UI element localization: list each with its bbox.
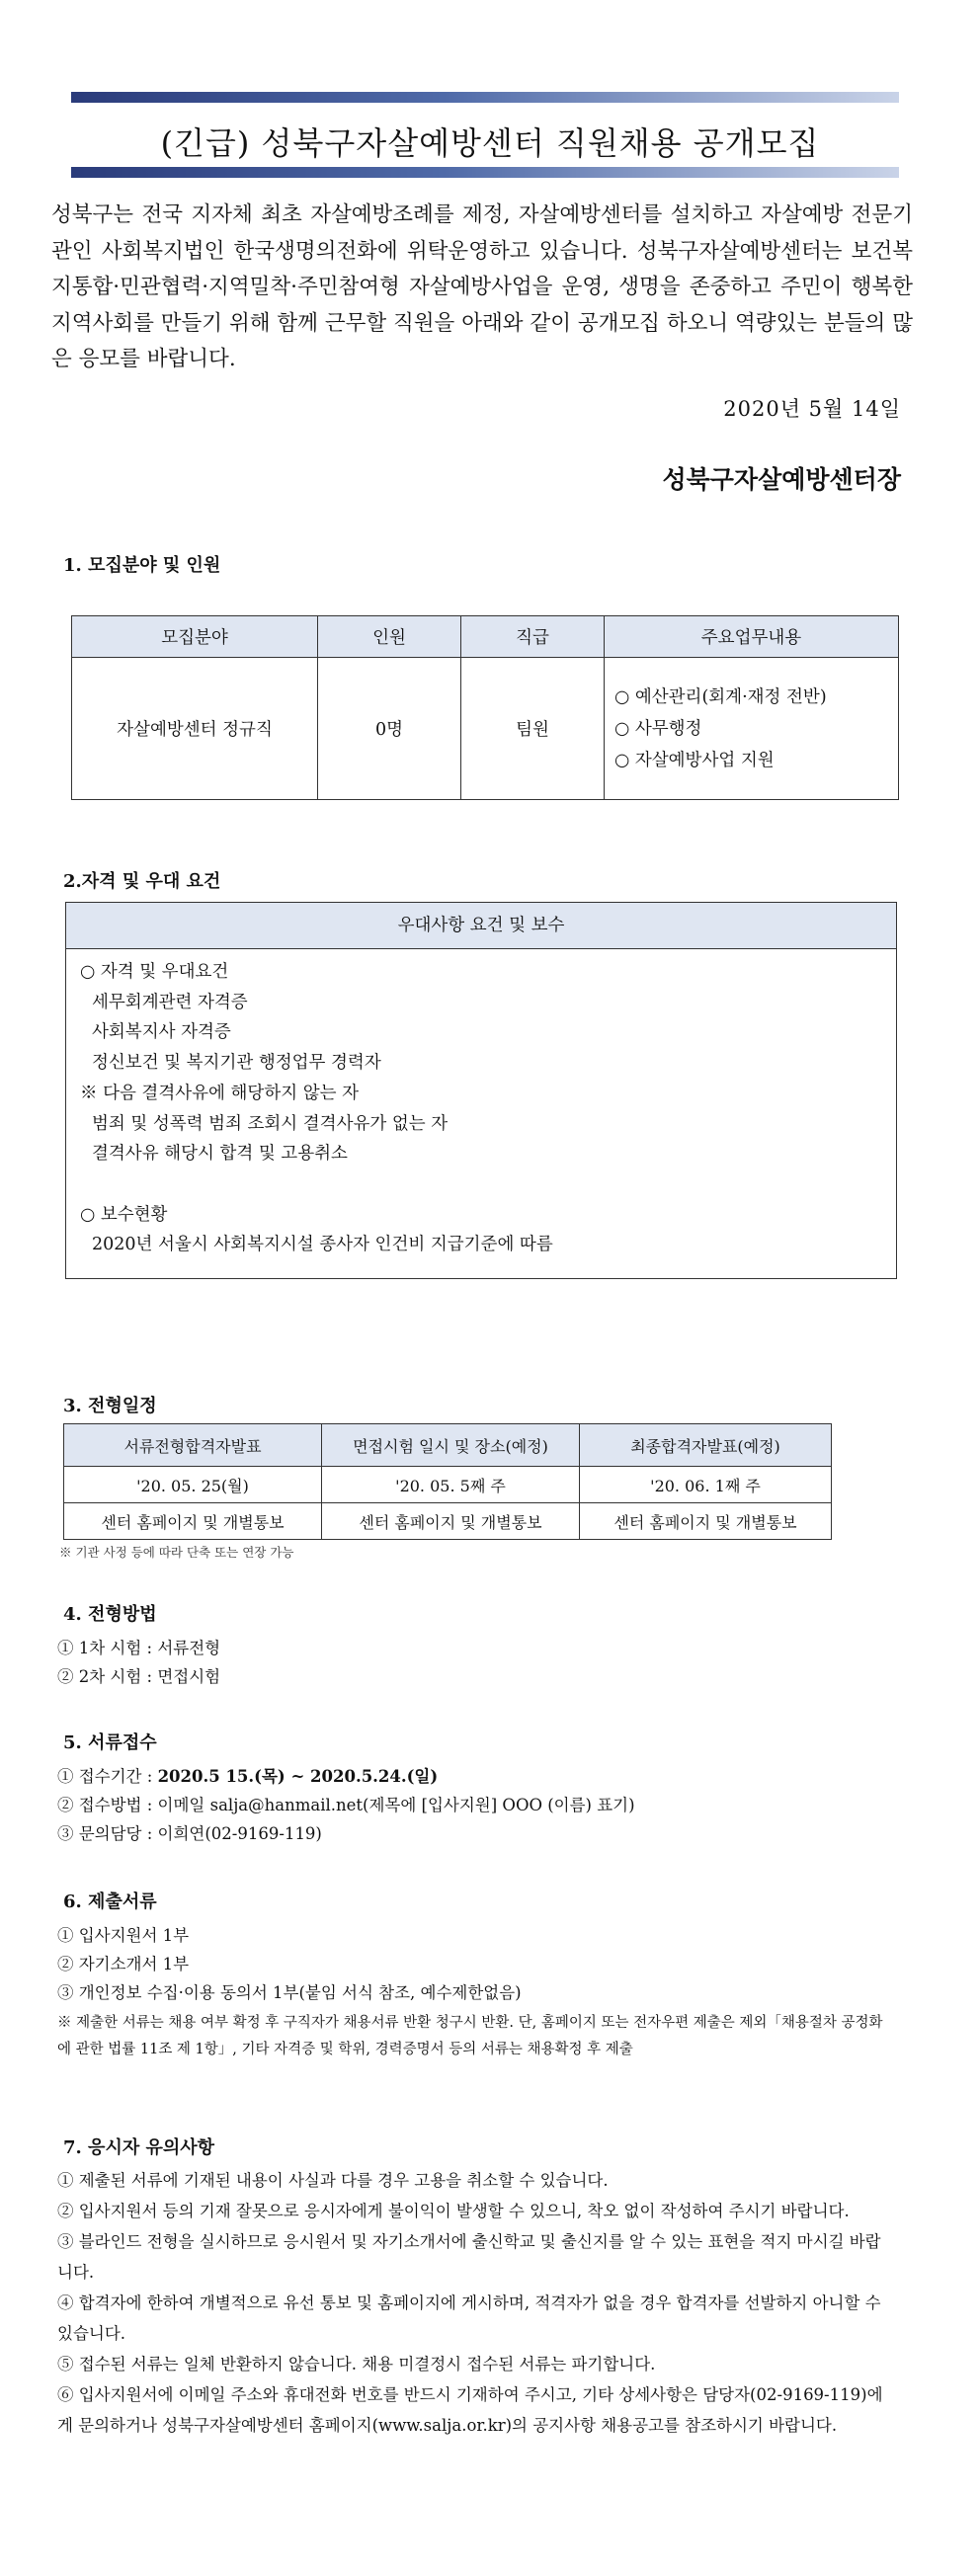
period-value: 2020.5 15.(목) ~ 2020.5.24.(일) xyxy=(157,1767,439,1786)
col-interview: 면접시험 일시 및 장소(예정) xyxy=(322,1424,580,1467)
list-item: ① 제출된 서류에 기재된 내용이 사실과 다를 경우 고용을 취소할 수 있습니다. xyxy=(57,2171,609,2190)
qual-line: 정신보건 및 복지기관 행정업무 경력자 xyxy=(92,1053,381,1074)
list-item: ③ 문의담당 : 이희연(02-9169-119) xyxy=(57,1824,322,1843)
section-6-heading: 6. 제출서류 xyxy=(63,1892,157,1912)
list-item: ④ 합격자에 한하여 개별적으로 유선 통보 및 홈페이지에 게시하며, 적격자가 없을 경우 합격자를 선발하지 아니할 수 있습니다. xyxy=(57,2294,881,2343)
qual-line: 사회복지사 자격증 xyxy=(92,1022,231,1043)
schedule-note: ※ 기관 사정 등에 따라 단축 또는 연장 가능 xyxy=(59,1545,294,1560)
list-item: ⑥ 입사지원서에 이메일 주소와 휴대전화 번호를 반드시 기재하여 주시고, 기타 상세사항은 담당자(02-9169-119)에게 문의하거나 성북구자살예방센터 홈페이지(www.salja.or.kr)의 공지사항 채용공고를 참조하시기 바랍니다. xyxy=(57,2385,883,2435)
recruit-table xyxy=(71,615,899,800)
qual-blank xyxy=(80,1169,896,1200)
section-3-heading: 3. 전형일정 xyxy=(63,1396,157,1416)
section-1-heading: 1. 모집분야 및 인원 xyxy=(63,555,221,576)
documents-list xyxy=(57,1921,522,2007)
qual-line: 2020년 서울시 사회복지시설 종사자 인건비 지급기준에 따름 xyxy=(92,1235,553,1255)
qual-line: ○ 보수현황 xyxy=(80,1204,168,1225)
box-title: 우대사항 요건 및 보수 xyxy=(66,903,896,949)
list-item: ② 접수방법 : 이메일 salja@hanmail.net(제목에 [입사지원] OOO (이름) 표기) xyxy=(57,1796,635,1814)
table-row xyxy=(72,658,899,800)
schedule-date: '20. 05. 5째 주 xyxy=(322,1467,580,1503)
col-final-result: 최종합격자발표(예정) xyxy=(580,1424,832,1467)
cell-rank: 팀원 xyxy=(461,658,605,800)
list-item: ② 자기소개서 1부 xyxy=(57,1955,190,1973)
list-item xyxy=(57,1762,635,1791)
list-item: ② 입사지원서 등의 기재 잘못으로 응시자에게 불이익이 발생할 수 있으니, 착오 없이 작성하여 주시기 바랍니다. xyxy=(57,2202,850,2220)
page-title: (긴급) 성북구자살예방센터 직원채용 공개모집 xyxy=(160,124,820,162)
col-count: 인원 xyxy=(318,616,461,658)
title-bottom-bar xyxy=(71,167,899,178)
notice-list xyxy=(57,2165,887,2441)
col-field: 모집분야 xyxy=(72,616,318,658)
qualification-lines xyxy=(66,949,896,1260)
announce-date: 2020년 5월 14일 xyxy=(723,397,901,421)
list-item: ⑤ 접수된 서류는 일체 반환하지 않습니다. 채용 미결정시 접수된 서류는 파기합니다. xyxy=(57,2355,656,2374)
documents-note: ※ 제출한 서류는 채용 여부 확정 후 구직자가 채용서류 반환 청구시 반환. 단, 홈페이지 또는 전자우편 제출은 제외「채용절차 공정화에 관한 법률 11조 제 1항」, 기타 자격증 및 학위, 경력증명서 등의 서류는 채용확정 후 제출 xyxy=(57,2015,883,2057)
cell-count: 0명 xyxy=(318,658,461,800)
qualification-box xyxy=(65,902,897,1279)
section-2-heading: 2.자격 및 우대 요건 xyxy=(63,871,221,892)
issuer-name: 성북구자살예방센터장 xyxy=(662,465,901,494)
qual-line: 세무회계관련 자격증 xyxy=(92,992,248,1012)
section-4-heading: 4. 전형방법 xyxy=(63,1604,157,1625)
col-duties: 주요업무내용 xyxy=(605,616,899,658)
schedule-date: '20. 05. 25(월) xyxy=(64,1467,322,1503)
qual-line: 결격사유 해당시 합격 및 고용취소 xyxy=(92,1144,348,1165)
submission-list xyxy=(57,1762,635,1848)
schedule-table xyxy=(63,1423,832,1540)
col-doc-result: 서류전형합격자발표 xyxy=(64,1424,322,1467)
section-5-heading: 5. 서류접수 xyxy=(63,1732,157,1753)
cell-field: 자살예방센터 정규직 xyxy=(72,658,318,800)
schedule-notify: 센터 홈페이지 및 개별통보 xyxy=(64,1503,322,1540)
method-list xyxy=(57,1634,220,1691)
table-row xyxy=(64,1503,832,1540)
schedule-notify: 센터 홈페이지 및 개별통보 xyxy=(580,1503,832,1540)
title-top-bar xyxy=(71,92,899,103)
duty-item: ○ 자살예방사업 지원 xyxy=(614,750,775,770)
duty-item: ○ 예산관리(회계·재정 전반) xyxy=(614,686,827,707)
table-row xyxy=(64,1467,832,1503)
list-item: ① 1차 시험 : 서류전형 xyxy=(57,1639,221,1657)
intro-paragraph: 성북구는 전국 지자체 최초 자살예방조례를 제정, 자살예방센터를 설치하고 자살예방 전문기관인 사회복지법인 한국생명의전화에 위탁운영하고 있습니다. 성북구자살예방센터는 보건복지통합·민관협력·지역밀착·주민참여형 자살예방사업을 운영, 생명을 존중하고 주민이 행복한 지역사회를 만들기 위해 함께 근무할 직원을 아래와 같이 공개모집 하오니 역량있는 분들의 많은 응모를 바랍니다. xyxy=(51,202,913,371)
list-item: ③ 블라인드 전형을 실시하므로 응시원서 및 자기소개서에 출신학교 및 출신지를 알 수 있는 표현을 적지 마시길 바랍니다. xyxy=(57,2232,881,2282)
qual-line: ※ 다음 결격사유에 해당하지 않는 자 xyxy=(80,1083,359,1103)
schedule-notify: 센터 홈페이지 및 개별통보 xyxy=(322,1503,580,1540)
list-item: ② 2차 시험 : 면접시험 xyxy=(57,1667,221,1686)
section-7-heading: 7. 응시자 유의사항 xyxy=(63,2137,215,2158)
period-label: ① 접수기간 : xyxy=(57,1767,158,1786)
schedule-date: '20. 06. 1째 주 xyxy=(580,1467,832,1503)
qual-line: 범죄 및 성폭력 범죄 조회시 결격사유가 없는 자 xyxy=(92,1113,449,1134)
list-item: ③ 개인정보 수집·이용 동의서 1부(붙임 서식 참조, 예수제한없음) xyxy=(57,1983,522,2002)
duty-item: ○ 사무행정 xyxy=(614,718,702,739)
qual-line: ○ 자격 및 우대요건 xyxy=(80,962,229,982)
list-item: ① 입사지원서 1부 xyxy=(57,1926,190,1945)
cell-duties xyxy=(605,658,899,800)
col-rank: 직급 xyxy=(461,616,605,658)
